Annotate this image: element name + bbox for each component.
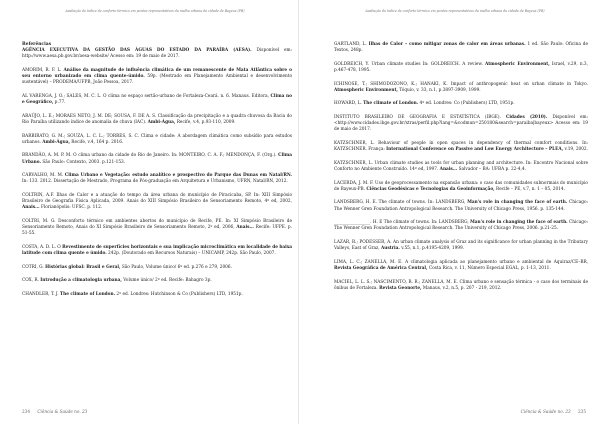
reference-text: ICHINOSE, T.; SHIMODOZONO, K.; HANAKI, K. Impact of anthropogenic heat on urban climate in Tokyo. — [334, 81, 588, 87]
reference-title: Atmospheric Environment, — [334, 87, 398, 93]
reference-title: Ilhas de Calor – como mitigar zonas de calor em áreas urbanas. — [368, 42, 526, 47]
reference-details: Recife – PE, v.7, n. 1 – 05, 2014. — [494, 186, 565, 192]
reference-title: Man's role in changing the face of earth. — [470, 220, 568, 226]
reference-entry — [334, 200, 588, 212]
reference-details: São Paulo, Volume único/ 6º ed. p.276 e 279, 2006. — [120, 264, 232, 270]
reference-title: Revestimento de superfícies horizontais e sua implicação microclimática em localidade de baixa latitude com clima quente e úmido. — [22, 244, 293, 257]
reference-title: Ambi-Água, — [147, 120, 176, 125]
left-reference-column — [22, 42, 292, 306]
page-number-right: 235 — [578, 409, 586, 414]
page-number-left: 234 — [22, 409, 30, 414]
reference-entry — [334, 101, 588, 107]
reference-details: Recife, v.4, p.93-110, 2009. — [175, 120, 236, 125]
reference-text: COLTRIN, A.F. Ilhas de Calor e a atuação do tempo da área urbana do município de Piracicaba, SP. In: XIII Simpósio Brasileiro de Geografia Física Aplicada, 2009. Anais do XIII Simpósio Brasileiro de Sensoriamento Remoto, 4º ed, 2002, — [22, 192, 292, 205]
reference-title: Revista Geográfica de América Central, — [334, 265, 428, 271]
reference-entry — [334, 82, 588, 94]
reference-details: Chicago: The Wenner Gren Foundation Antropological Research. The University of Chicago Press, 1956. p. 135-144. — [334, 200, 589, 212]
reference-entry — [334, 181, 588, 193]
reference-title: Atmospheric Environment, — [484, 61, 550, 67]
reference-text: COTRI, G. — [22, 264, 46, 270]
running-head-right: Avaliação do índice de conforto térmico em pontos representativos da malha urbana da cidade de Bayeux (PB) — [365, 9, 545, 13]
reference-entry — [22, 68, 292, 87]
reference-text: AL VARENGA, J. O.; SALES, M. C. L. O clima no espaço sertão-urbano de Fortaleza-Ceará. n. 6. Manaus. Editora, — [22, 94, 271, 99]
reference-text: CHANDLER, T. J. — [22, 291, 60, 297]
section-title: Referências — [22, 42, 52, 47]
reference-details: Disponível em: http://www.aesa.pb.gov.br/aesa-website/ Acesso em: 19 de maio de 2017. — [22, 48, 292, 60]
left-folio — [22, 409, 87, 414]
reference-entry — [334, 141, 588, 153]
reference-text: INSTITUTO BRASILEIRO DE GEOGRAFIA E ESTATÍSTICA (IBGE). — [334, 114, 506, 120]
reference-details: In: 133. 2012. Dissertação de Mestrado, Programa de Pós-graduação em Arquitetura e Urbanismo, UFRN, Natal/RN, 2012. — [22, 179, 288, 185]
reference-text: AMORIM, R. F. L. — [22, 68, 64, 73]
reference-text: BRANDÃO, A. M. P. M. O clima urbano da cidade do Rio de Janeiro. In: MONTEIRO, C. A. F.; MENDONÇA, F. (Org.). — [22, 153, 279, 159]
reference-title: The climate of London. — [363, 101, 419, 107]
reference-details: v.19, 2002. — [563, 147, 588, 153]
reference-details: São Paulo: Contexto, 2003. p.121-153. — [41, 159, 126, 165]
reference-title: AGÊNCIA EXECUTIVA DA GESTÃO DAS ÁGUAS DO ESTADO DA PARAÍBA (AESA). — [22, 48, 252, 54]
reference-title: Austria. — [381, 246, 400, 252]
reference-entry — [22, 278, 292, 284]
reference-entry — [22, 292, 292, 298]
right-reference-list — [334, 42, 588, 292]
reference-details: Salvador – BA: UFBA p. 22-4,4. — [457, 166, 526, 172]
reference-text: HOWARD, L. — [334, 101, 364, 107]
reference-text: LIMA, L. C.; ZANELLA, M. E. A climatologia aplicada ao planejamento urbano e ambiental de Aquiraz/CE–BR, — [334, 259, 588, 265]
reference-details: 2º ed. Londres: Hutchinson & Co (Publishers) LTD, 1951p. — [115, 291, 243, 297]
reference-entry — [22, 94, 292, 106]
reference-title: Anais... — [236, 225, 254, 231]
reference-details: Manaus, v.2, n.5, p. 207 - 219, 2012. — [421, 285, 502, 291]
reference-title: Anais... — [22, 205, 40, 211]
right-folio — [521, 409, 586, 414]
reference-entry — [334, 115, 588, 134]
reference-title: Introdução a climatologia urbana, — [40, 278, 122, 284]
left-page — [8, 0, 292, 424]
reference-text: CARVALHO, M. M. — [22, 173, 65, 179]
reference-text: KATZSCHNER, L. Behaviour of people in open spaces in dependency of thermal comfort conditions. In: KATZSCHNER. França: — [334, 140, 588, 153]
reference-title: Clima Urbano e Vegetação: estudo analítico e prospectivo do Parque das Dunas em Natal/RN. — [64, 173, 293, 179]
reference-details: Tóquio, v. 33, n.1, p.3897-3909, 1999. — [397, 87, 481, 93]
reference-text: COSTA, A. D. L. O — [22, 244, 63, 250]
reference-text: BARBIRATO, G. M.; SOUZA, L. C. L.; TORRES, S. C. Clima e cidade: A abordagem climática como subsídio para estudos urbanos. — [22, 133, 292, 145]
reference-text: LANDSBERG, H. E. The climate of towns. In: LANDSBERG, — [334, 200, 468, 206]
right-page — [308, 0, 592, 424]
reference-details: Volume único/ 2º ed. Recife: Bahagro 3p. — [121, 278, 212, 284]
reference-details: Costa Rica, v. 11, Número Especial EGAL, p. 1-13, 2011. — [427, 265, 551, 271]
reference-title: Revista Geonorte, — [379, 285, 422, 291]
reference-details: 59p. (Mestrado em Planejamento Ambiental e desenvolvimento sustentável) – PRODEMA/UFPB, João Pessoa, 2017. — [22, 74, 292, 86]
footer-label-left: Ciência & Saúde no. 23 — [37, 409, 88, 414]
right-reference-column — [334, 42, 588, 299]
reference-text: ARAÚJO, L. E.; MORAES NETO, J. M. DE; SOUSA, F. DE A. S. Classificação da precipitação e a quadra chuvosa da Bacia do Rio Paraíba utilizando índice de anomalia de chuva (IAC). — [22, 113, 292, 125]
reference-entry — [22, 245, 292, 257]
reference-details: p.77. — [53, 100, 66, 106]
reference-details: Chicago: The Wenner Gren Foundation Antropological Research. The University of Chicago Press, 2006. p.21-25. — [334, 220, 589, 232]
reference-entry — [22, 134, 292, 146]
reference-entry — [22, 114, 292, 126]
reference-entry — [334, 240, 588, 252]
reference-details: 4º ed. Londres: Co (Publishers) LTD, 1951p. — [418, 101, 515, 107]
reference-title: The climate of London. — [59, 291, 116, 297]
reference-entry — [22, 173, 292, 185]
reference-entry — [334, 62, 588, 74]
reference-title: Clima no e Geográfico, — [22, 94, 292, 106]
reference-text: LACERDA, J. M. F. Uso de geoprocessamento na expansão urbana: o caso das comunidades subnormais do município de Bayeux-PB. — [334, 180, 588, 192]
reference-text: LAZAR, R.; PODESSER, A. An urban climate analysis of Graz and its significance for urban planning in the Tributary Valleys, East of Graz, — [334, 239, 588, 252]
reference-title: Ciências Geodésicas e Tecnologias da Geoinformação, — [366, 186, 495, 192]
reference-details: 1 ed. São Paulo: Oficina de Textos, 248p. — [334, 42, 588, 54]
reference-text: COX, R. — [22, 278, 41, 284]
footer-label-right: Ciência & Saúde no. 23 — [520, 409, 571, 414]
reference-entry — [334, 161, 588, 173]
reference-entry — [22, 219, 292, 238]
reference-entry — [334, 220, 588, 232]
reference-details: Florianópolis: UFSC. p. 112. — [39, 205, 103, 211]
reference-text: _________________. H. E The climate of towns. In: LANDSBERG, — [334, 220, 471, 226]
reference-details: Recife, v.4, 164 p. 2016. — [69, 139, 124, 145]
gutter-divider — [298, 0, 299, 424]
reference-details: Disponível em: <http://www.cidades.ibge.gov.br/xtras/perfil.php?lang=&codmun=250180&search=paraiba|bayeux> Acesso em: 19 de maio de 2017. — [334, 114, 588, 133]
reference-title: International Conference on Passive and Low Energy Architecture – PLEA, — [386, 147, 564, 153]
reference-entry — [22, 153, 292, 165]
reference-text: GARTLAND, L. — [334, 42, 369, 47]
reference-title: Histórias global: Brasil e Geral, — [45, 264, 121, 270]
reference-entry — [22, 48, 292, 60]
running-head-left: Avaliação do índice de conforto térmico em pontos representativos da malha urbana da cidade de Bayeux (PB) — [65, 9, 245, 13]
reference-text: COLTRI, M. G. Desconforto térmico em ambientes abertos do município de Recife, PE. In: XI Simpósio Brasileiro de Sensoriamento Remoto, Anais do XI Simpósio Brasileiro de Sensoriamento Remoto, 2º ed, 2006, — [22, 218, 292, 231]
reference-entry — [334, 260, 588, 272]
reference-entry — [22, 193, 292, 212]
reference-title: Ambi-Água, — [42, 139, 70, 145]
reference-text: KATZSCHNER, L. Urban climate studies as tools for urban planning and architecture. In: Encontro Nacional sobre Conforto no Ambiente Construído. 14º ed, 1997. — [334, 160, 588, 172]
reference-details: Israel, v.29, n.3, p.467-478, 1995. — [334, 61, 588, 73]
reference-details: v.55, n.1, p.4195-4209, 1999. — [399, 246, 465, 252]
reference-entry — [334, 280, 588, 292]
reference-entry — [22, 265, 292, 271]
reference-title: Análise da magnitude de influência climática de um remanescente de Mata Atlântica sobre o seu entorno urbanizado em clima quente-úmido. — [22, 68, 292, 80]
reference-title: Cidades (2010). — [505, 114, 548, 120]
reference-title: Man's role in changing the face of earth. — [467, 200, 568, 206]
reference-title: Clima Urbano. — [22, 153, 292, 165]
reference-title: Anais... — [439, 166, 458, 172]
reference-text: MACIEL, L. L. S.; NASCIMENTO, R. R.; ZANELLA, M. E. Clima urbano e sensação térmica - o caso dos terminais de ônibus de Fortaleza. — [334, 279, 588, 291]
reference-text: GOLDREICH, Y. Urban climate studies In: GOLDREICH. A review. — [334, 61, 485, 67]
reference-details: Recife: UFPE. p. 51-55. — [22, 225, 292, 237]
reference-details: 242p. (Doutorado em Recursos Naturais) – UNICAMP, 242p. São Paulo, 2007. — [106, 251, 276, 257]
left-reference-list — [22, 48, 292, 298]
reference-entry — [334, 42, 588, 54]
